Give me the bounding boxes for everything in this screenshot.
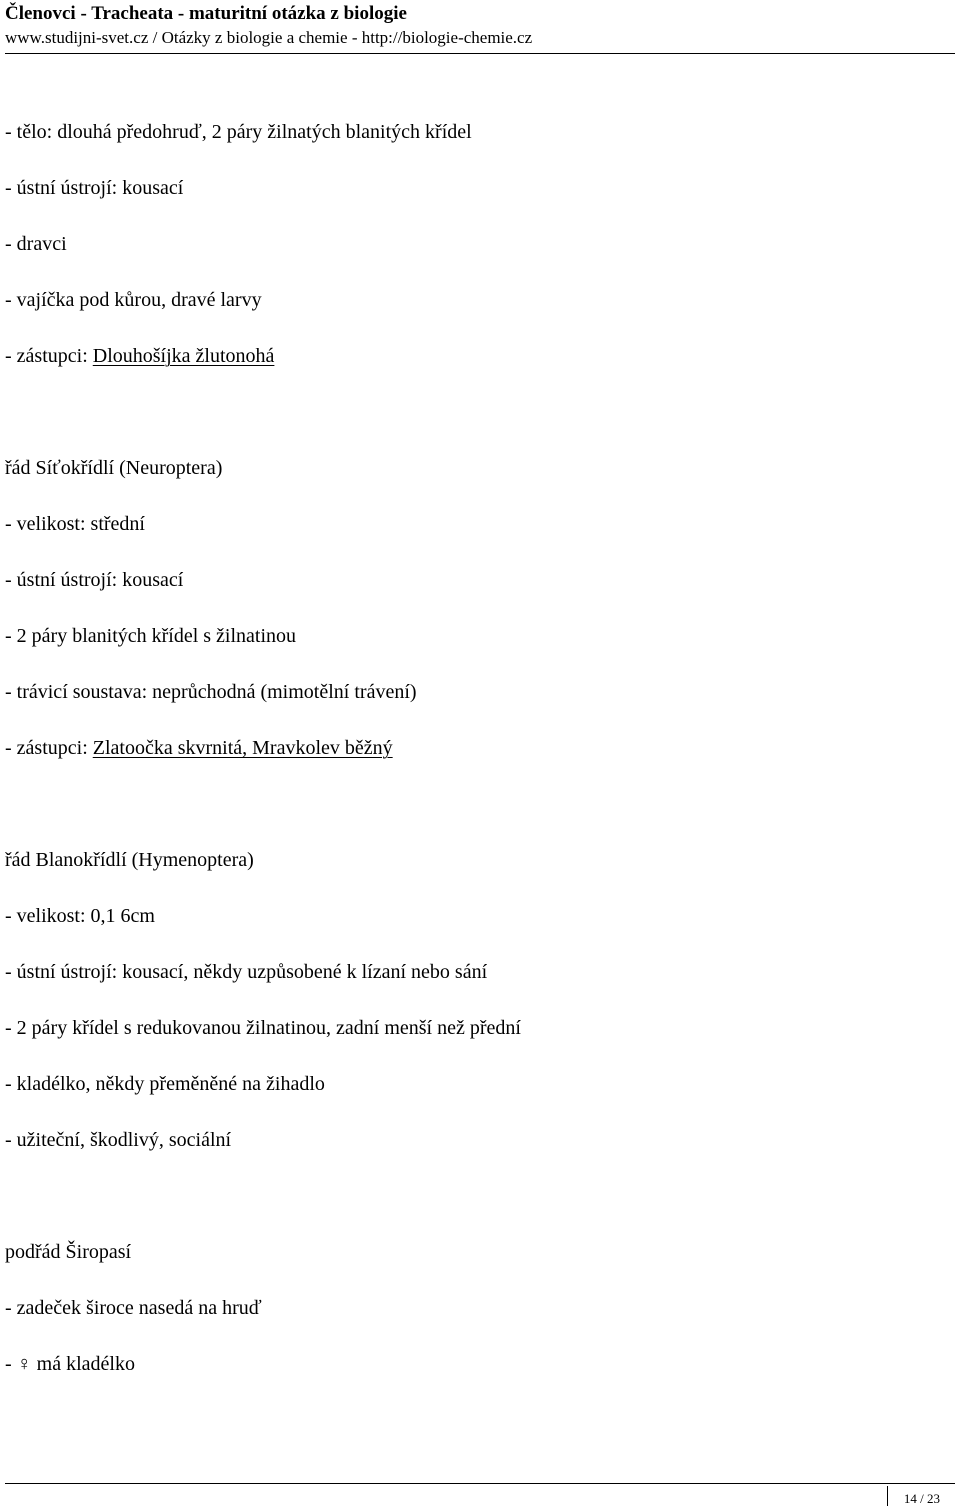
header-divider (5, 53, 955, 54)
text-line: - ♀ má kladélko (5, 1353, 135, 1375)
text-line: - velikost: 0,1 6cm (5, 905, 155, 927)
text-line: - trávicí soustava: neprůchodná (mimotělní trávení) (5, 681, 417, 703)
page-number: 14 / 23 (903, 1491, 940, 1506)
text-line: - zástupci: Zlatoočka skvrnitá, Mravkolev běžný (5, 737, 393, 759)
text-line: - dravci (5, 233, 67, 255)
text-line: - 2 páry křídel s redukovanou žilnatinou, zadní menší než přední (5, 1017, 521, 1039)
document-title: Členovci - Tracheata - maturitní otázka z biologie (5, 3, 407, 24)
text-line: - zadeček široce nasedá na hruď (5, 1297, 262, 1319)
section-heading: řád Blanokřídlí (Hymenoptera) (5, 849, 254, 871)
document-source-line: www.studijni-svet.cz / Otázky z biologie a chemie - http://biologie-chemie.cz (5, 28, 533, 47)
species-link[interactable]: Zlatoočka skvrnitá, Mravkolev běžný (92, 737, 393, 759)
text-line: - ústní ústrojí: kousací (5, 569, 184, 591)
text-line: - zástupci: Dlouhošíjka žlutonohá (5, 345, 275, 367)
text-line: - kladélko, někdy přeměněné na žihadlo (5, 1073, 325, 1095)
text-line: - 2 páry blanitých křídel s žilnatinou (5, 625, 297, 647)
text-line: - velikost: střední (5, 513, 145, 535)
section-heading: podřád Širopasí (5, 1241, 132, 1263)
text-line: - ústní ústrojí: kousací, někdy uzpůsobené k lízaní nebo sání (5, 961, 488, 983)
footer-divider (5, 1483, 955, 1484)
text-line: - ústní ústrojí: kousací (5, 177, 184, 199)
text-line: - tělo: dlouhá předohruď, 2 páry žilnatých blanitých křídel (5, 121, 472, 143)
text-line: - užiteční, škodlivý, sociální (5, 1129, 232, 1151)
text-line: - vajíčka pod kůrou, dravé larvy (5, 289, 262, 311)
species-link[interactable]: Dlouhošíjka žlutonohá (92, 345, 275, 367)
section-heading: řád Síťokřídlí (Neuroptera) (5, 457, 223, 479)
